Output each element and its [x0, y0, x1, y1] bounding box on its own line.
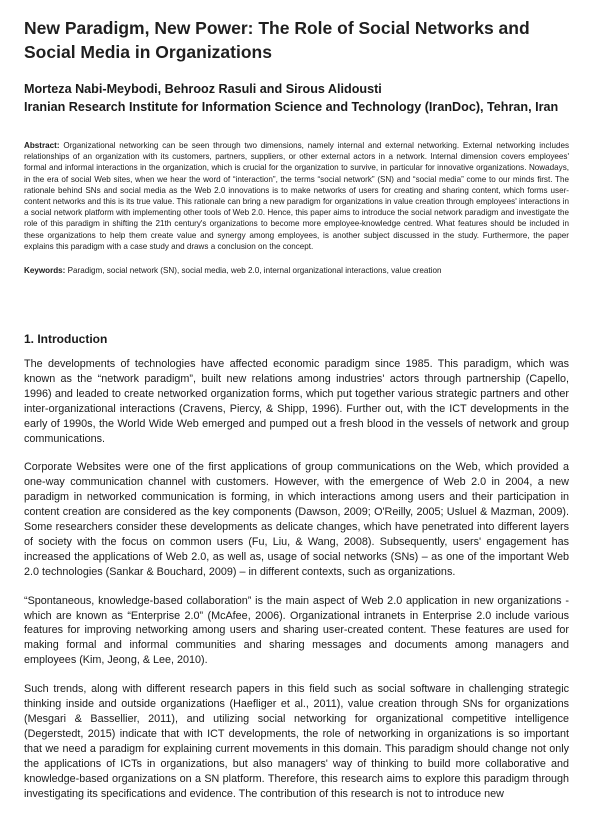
paper-authors: Morteza Nabi-Meybodi, Behrooz Rasuli and Sirous Alidousti — [24, 82, 382, 96]
body-paragraph: Corporate Websites were one of the first applications of group communications on the Web, which provided a one-way communication channel with customers. However, with the emergence of Web 2.0 in 2004, a new paradigm in networked communication is forming, in which interactions among users and their participation in content creation are considered as the key components (Dawson, 2009; O'Reilly, 2005; Usluel & Mazman, 2009). Some researchers consider these developments as delicate changes, which have penetrated into different layers of society with the focus on common users (Fu, Liu, & Wang, 2008). Subsequently, users' engagement has increased the applications of Web 2.0, as well as, usage of social networks (SNs) – as one of the important Web 2.0 technologies (Sankar & Bouchard, 2009) – in different contexts, such as organizations. — [24, 461, 569, 578]
paper-title: New Paradigm, New Power: The Role of Social Networks and Social Media in Organizations — [24, 18, 530, 62]
introduction-body — [24, 357, 569, 801]
section-heading-introduction: 1. Introduction — [24, 332, 108, 347]
body-paragraph: Such trends, along with different research papers in this field such as social software in challenging strategic thinking inside and outside organizations (Haefliger et al., 2011), value creation through SNs for organizations (Mesgari & Bassellier, 2011), and utilizing social networking for organizational competitive intelligence (Degerstedt, 2015) indicate that with ICT developments, the role of networking in organizations is so important that we need a paradigm for explaining current movements in this domain. This paradigm should change not only the applications of ICTs in organizations, but also managers' way of thinking to build more collaborative and knowledge-based organizations on a SN platform. Therefore, this research aims to explore this paradigm through investigating its specifications and evidence. The contribution of this research is not to introduce new — [24, 683, 569, 800]
keywords-label: Keywords: — [24, 266, 66, 276]
keywords-text: Paradigm, social network (SN), social media, web 2.0, internal organizational interactions, value creation — [67, 266, 442, 276]
body-paragraph: The developments of technologies have affected economic paradigm since 1985. This paradigm, which was known as the “network paradigm”, built new relations among industries' actors through partnership (Capello, 1996) and leaded to create networked organization forms, which put together various strategic partners and other inter-organizational interactions (Cravens, Piercy, & Shipp, 1996). Further out, with the ICT developments in the early of 1990s, the World Wide Web emerged and pumped out a fresh blood in the vessels of network and group communications. — [24, 357, 569, 445]
body-paragraph: “Spontaneous, knowledge-based collaboration” is the main aspect of Web 2.0 application in new organizations - which are known as “Enterprise 2.0” (McAfee, 2006). Organizational intranets in Enterprise 2.0 include various features for improving networking among users and sharing user-created content. These features are used for making formal and informal communities and sharing messages and documents among managers and employees (Kim, Jeong, & Lee, 2010). — [24, 594, 569, 667]
paper-affiliation: Iranian Research Institute for Information Science and Technology (IranDoc), Tehran, Iran — [24, 100, 559, 114]
abstract-block — [24, 140, 569, 252]
abstract-label: Abstract: — [24, 141, 60, 150]
abstract-text: Organizational networking can be seen through two dimensions, namely internal and external networking. External networking includes relationships of an organization with its customers, partners, suppliers, or other external actors in a network. Internal dimension covers employees' formal and informal interactions in the organization, which is crucial for the organization to survive, in particular for innovative organizations. Nowadays, in the era of social Web sites, when we hear the word of “interaction”, the terms “social network” (SN) and “social media” come to our minds first. The rationale behind SNs and social media as the Web 2.0 innovations is to make networks of users for creating and sharing content, which forms user-content networks and this is its true value. This rationale can bring a new paradigm for organizations in value creation through employees' interactions in a social network platform with implementing other tools of Web 2.0. Hence, this paper aims to introduce the social network paradigm and investigate the role of this paradigm in shifting the 21th century's organizations to become more employee-knowledge centred. What features should be included in these organizations to help them create value and synergy among employees, is another subject discussed in the study. Furthermore, the paper explains this paradigm with a case study and draws a conclusion on the concept. — [24, 141, 569, 251]
keywords-block — [24, 265, 569, 276]
